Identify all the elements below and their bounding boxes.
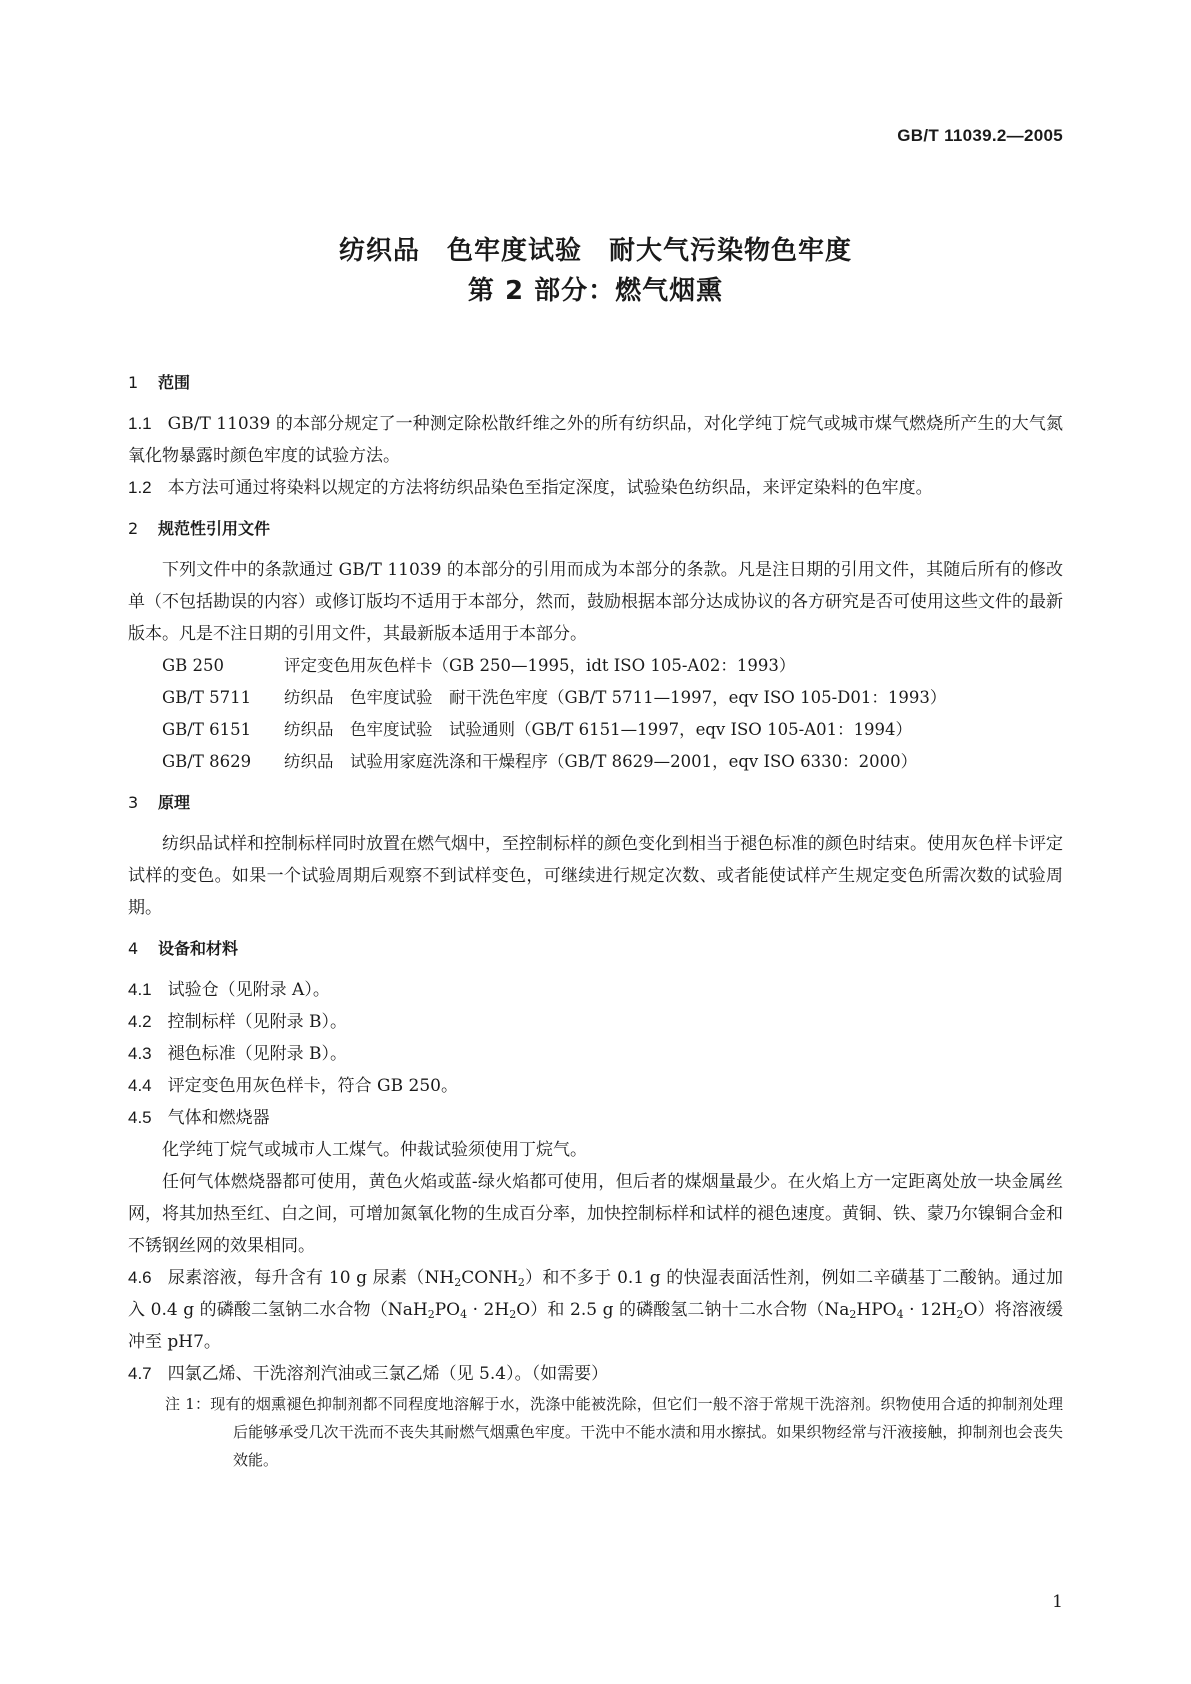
- clause-1-1: 1.1 GB/T 11039 的本部分规定了一种测定除松散纤维之外的所有纺织品，对化学纯丁烷气或城市煤气燃烧所产生的大气氮氧化物暴露时颜色牢度的试验方法。: [128, 414, 1063, 466]
- title-line-2: 第 2 部分：燃气烟熏: [467, 276, 724, 306]
- document-body: [128, 368, 1063, 1474]
- clause-4-4: 4.4 评定变色用灰色样卡，符合 GB 250。: [128, 1076, 458, 1096]
- clause-4-2: 4.2 控制标样（见附录 B）。: [128, 1012, 348, 1032]
- section-heading-3: 3 原理: [128, 793, 191, 812]
- page-number: 1: [1052, 1592, 1063, 1612]
- clause-4-5-paragraph-2: 任何气体燃烧器都可使用，黄色火焰或蓝-绿火焰都可使用，但后者的煤烟量最少。在火焰上方一定距离处放一块金属丝网，将其加热至红、白之间，可增加氮氧化物的生成百分率，加快控制标样和试样的褪色速度。黄铜、铁、蒙乃尔镍铜合金和不锈钢丝网的效果相同。: [128, 1172, 1063, 1256]
- clause-4-5-paragraph-1: 化学纯丁烷气或城市人工煤气。仲裁试验须使用丁烷气。: [162, 1140, 587, 1160]
- principle-text: 纺织品试样和控制标样同时放置在燃气烟中，至控制标样的颜色变化到相当于褪色标准的颜色时结束。使用灰色样卡评定试样的变色。如果一个试验周期后观察不到试样变色，可继续进行规定次数、或者能使试样产生规定变色所需次数的试验周期。: [128, 834, 1063, 918]
- clause-1-2: 1.2 本方法可通过将染料以规定的方法将纺织品染色至指定深度，试验染色纺织品，来评定染料的色牢度。: [128, 478, 933, 498]
- clause-4-7: 4.7 四氯乙烯、干洗溶剂汽油或三氯乙烯（见 5.4）。（如需要）: [128, 1364, 609, 1384]
- standard-code: GB/T 11039.2—2005: [897, 126, 1063, 145]
- reference-item: GB/T 6151 纺织品 色牢度试验 试验通则（GB/T 6151—1997，eqv ISO 105-A01：1994）: [162, 720, 913, 739]
- reference-item: GB/T 8629 纺织品 试验用家庭洗涤和干燥程序（GB/T 8629—2001，eqv ISO 6330：2000）: [162, 752, 918, 771]
- title-line-1: 纺织品 色牢度试验 耐大气污染物色牢度: [338, 236, 852, 266]
- section-heading-4: 4 设备和材料: [128, 939, 239, 958]
- normative-references-intro: 下列文件中的条款通过 GB/T 11039 的本部分的引用而成为本部分的条款。凡是注日期的引用文件，其随后所有的修改单（不包括勘误的内容）或修订版均不适用于本部分，然而，鼓励根据本部分达成协议的各方研究是否可使用这些文件的最新版本。凡是不注日期的引用文件，其最新版本适用于本部分。: [128, 560, 1063, 644]
- clause-4-1: 4.1 试验仓（见附录 A）。: [128, 980, 330, 1000]
- clause-4-5: 4.5 气体和燃烧器: [128, 1108, 270, 1128]
- clause-4-6: 4.6 尿素溶液，每升含有 10 g 尿素$(NH_2CONH_2)$和不多于 0.1 g 的快湿表面活性剂，例如二辛磺基丁二酸钠。通过加入 0.4 g 的磷酸二氢钠二水合物$(NaH_2PO_4 \cdot 2H_2O)$和 2.5 g 的磷酸氢二钠十二水合物$(Na_2HPO_4 \cdot 12H_2O)$将溶液缓冲至 pH7。: [128, 1268, 1064, 1352]
- clause-4-3: 4.3 褪色标准（见附录 B）。: [128, 1044, 348, 1064]
- section-heading-1: 1 范围: [128, 373, 191, 392]
- section-heading-2: 2 规范性引用文件: [128, 519, 271, 538]
- reference-item: GB/T 5711 纺织品 色牢度试验 耐干洗色牢度（GB/T 5711—1997，eqv ISO 105-D01：1993）: [162, 688, 947, 707]
- note-1: 注 1：现有的烟熏褪色抑制剂都不同程度地溶解于水，洗涤中能被洗除，但它们一般不溶于常规干洗溶剂。织物使用合适的抑制剂处理后能够承受几次干洗而不丧失其耐燃气烟熏色牢度。干洗中不能水渍和用水擦拭。如果织物经常与汗液接触，抑制剂也会丧失效能。: [165, 1395, 1063, 1469]
- reference-item: GB 250 评定变色用灰色样卡（GB 250—1995，idt ISO 105-A02：1993）: [162, 656, 796, 675]
